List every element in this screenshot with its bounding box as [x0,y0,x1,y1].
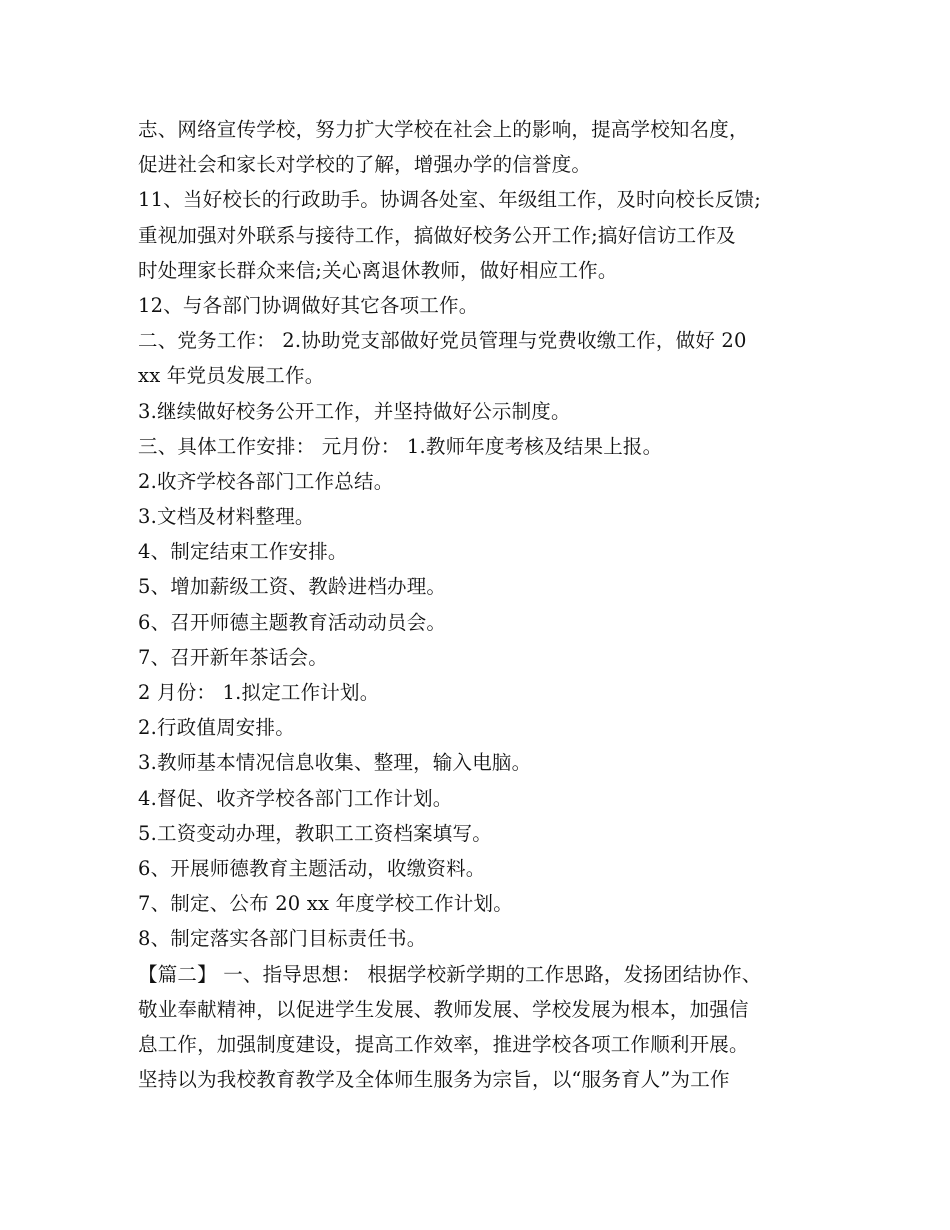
text-line: 7、召开新年茶话会。 [138,645,328,669]
text-line: 6、开展师德教育主题活动，收缴资料。 [138,856,486,880]
text-line: 5.工资变动办理，教职工工资档案填写。 [138,821,492,845]
text-line: 6、召开师德主题教育活动动员会。 [138,610,447,634]
text-line: 2 月份： 1.拟定工作计划。 [138,681,380,704]
text-line: 2.行政值周安排。 [138,716,295,740]
text-line: 二、党务工作： 2.协助党支部做好党员管理与党费收缴工作，做好 20 [138,329,747,353]
text-line: 12、与各部门协调做好其它各项工作。 [138,293,479,317]
text-line: 11、当好校长的行政助手。协调各处室、年级组工作，及时向校长反馈; [138,188,761,212]
text-line: 7、制定、公布 20 xx 年度学校工作计划。 [138,892,513,916]
text-line: 坚持以为我校教育教学及全体师生服务为宗旨，以“服务育人”为工作 [138,1068,730,1092]
text-line: 4.督促、收齐学校各部门工作计划。 [138,786,453,810]
text-line: 重视加强对外联系与接待工作，搞做好校务公开工作;搞好信访工作及 [138,223,736,247]
text-line: 敬业奉献精神，以促进学生发展、教师发展、学校发展为根本，加强信 [138,997,749,1021]
text-line: 2.收齐学校各部门工作总结。 [138,469,394,493]
text-line: 促进社会和家长对学校的了解，增强办学的信誉度。 [138,153,592,177]
text-line: 息工作，加强制度建设，提高工作效率，推进学校各项工作顺利开展。 [138,1032,749,1056]
text-line: 【篇二】 一、指导思想： 根据学校新学期的工作思路，发扬团结协作、 [138,962,762,986]
text-line: 三、具体工作安排： 元月份： 1.教师年度考核及结果上报。 [138,434,663,458]
text-line: 8、制定落实各部门目标责任书。 [138,927,427,951]
text-line: 3.文档及材料整理。 [138,505,315,529]
text-line: 志、网络宣传学校，努力扩大学校在社会上的影响，提高学校知名度， [138,118,749,141]
text-line: 3.继续做好校务公开工作，并坚持做好公示制度。 [138,399,571,423]
text-line: 时处理家长群众来信;关心离退休教师，做好相应工作。 [138,258,618,282]
text-line: 3.教师基本情况信息收集、整理，输入电脑。 [138,751,532,775]
text-line: 4、制定结束工作安排。 [138,540,348,564]
text-line: 5、增加薪级工资、教龄进档办理。 [138,575,447,599]
text-line: xx 年党员发展工作。 [138,364,325,388]
document-body [138,112,838,1097]
